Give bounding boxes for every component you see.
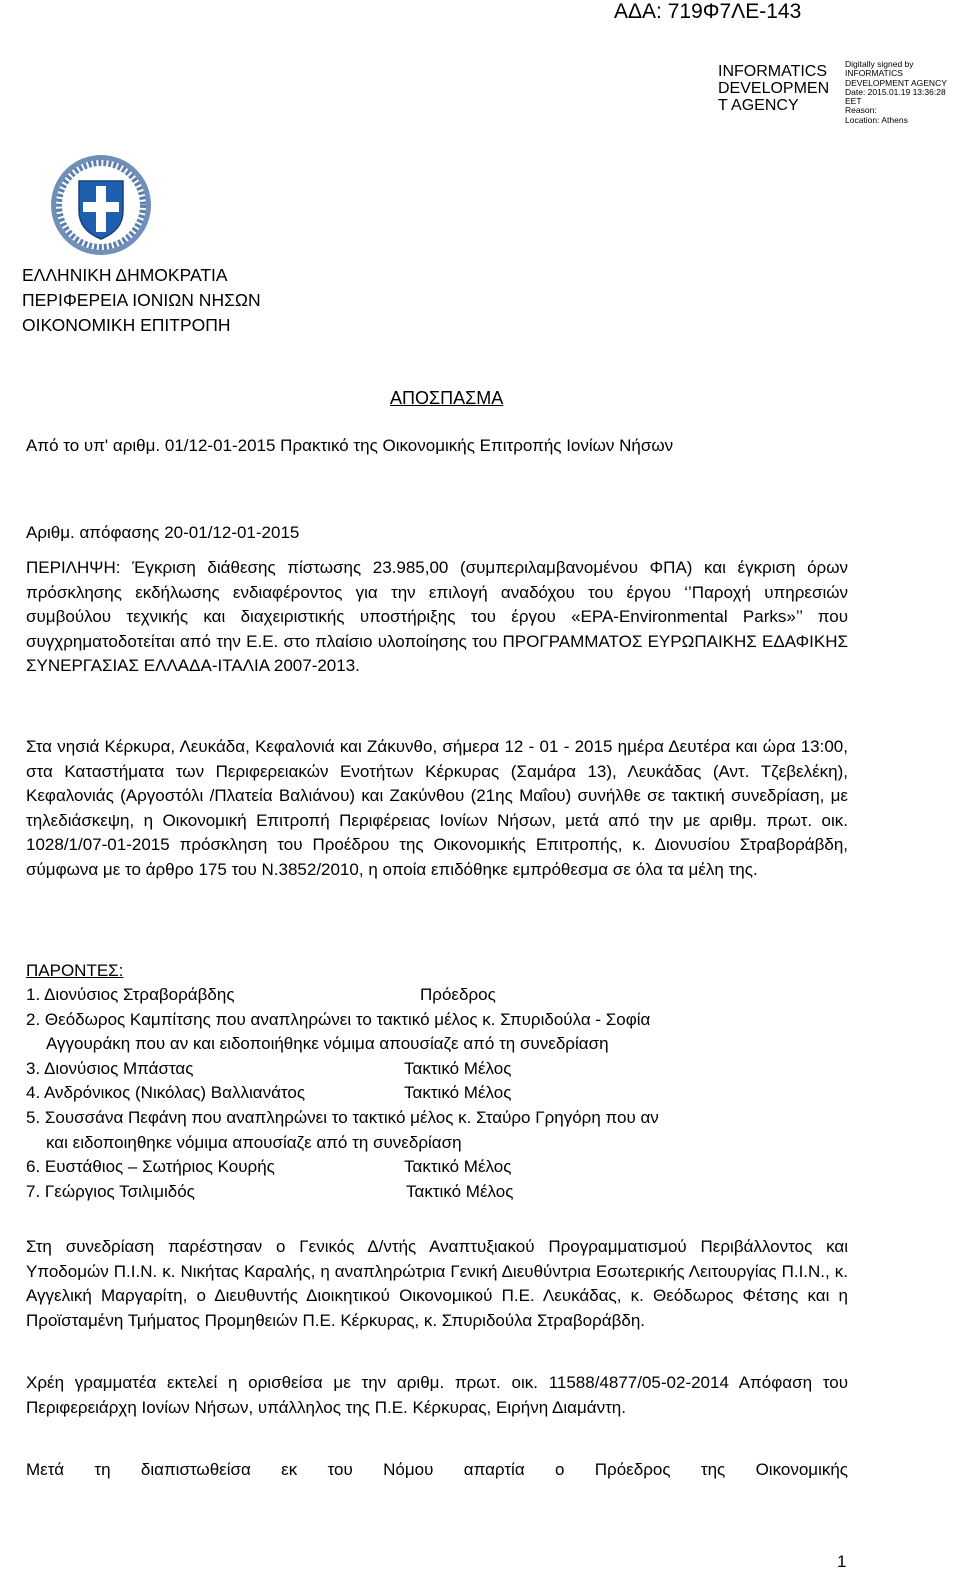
list-item — [26, 1057, 659, 1082]
member-role: Τακτικό Μέλος — [404, 1083, 512, 1103]
summary-label: ΠΕΡΙΛΗΨΗ: — [26, 558, 121, 577]
signature-detail-line: EET — [845, 96, 862, 107]
list-item-continuation: Αγγουράκη που αν και ειδοποιήθηκε νόμιμα απουσίαζε από τη συνεδρίαση — [46, 1034, 609, 1054]
member-role: Τακτικό Μέλος — [404, 1157, 512, 1177]
signature-agency-line: T AGENCY — [718, 97, 799, 114]
ada-code: ΑΔΑ: 719Φ7ΛΕ-143 — [614, 0, 802, 23]
list-item — [26, 1106, 659, 1131]
member-name: 2. Θεόδωρος Καμπίτσης που αναπληρώνει το τακτικό μέλος κ. Σπυριδούλα - Σοφία — [26, 1009, 651, 1029]
list-item — [26, 983, 659, 1008]
list-item-continuation: και ειδοποιηθηκε νόμιμα απουσίαζε από τη συνεδρίαση — [46, 1132, 462, 1152]
document-header — [22, 263, 261, 338]
signature-detail-line: Location: Athens — [845, 114, 908, 125]
summary-text: Έγκριση διάθεσης πίστωσης 23.985,00 (συμπεριλαμβανομένου ΦΠΑ) και έγκριση όρων πρόσκλησης εκδήλωσης ενδιαφέροντος για την επιλογή αναδόχου του έργου ‘’Παροχή υπηρεσιών συμβούλου τεχνικής και διαχειριστικής υποστήριξης του έργου «EPA-Environmental Parks»’’ που συγχρηματοδοτείται από την Ε.Ε. στο πλαίσιο υλοποίησης του ΠΡΟΓΡΑΜΜΑΤΟΣ ΕΥΡΩΠΑΙΚΗΣ ΕΔΑΦΙΚΗΣ ΣΥΝΕΡΓΑΣΙΑΣ ΕΛΛΑΔΑ-ΙΤΑΛΙΑ 2007-2013. — [26, 558, 848, 676]
header-region: ΠΕΡΙΦΕΡΕΙΑ ΙΟΝΙΩΝ ΝΗΣΩΝ — [22, 290, 261, 310]
signature-detail-line: DEVELOPMENT AGENCY — [845, 77, 947, 88]
list-item — [26, 1008, 659, 1033]
decision-number: Αριθμ. απόφασης 20-01/12-01-2015 — [26, 523, 300, 542]
list-item — [26, 1081, 659, 1106]
list-item — [26, 1155, 659, 1180]
header-committee: ΟΙΚΟΝΟΜΙΚΗ ΕΠΙΤΡΟΠΗ — [22, 315, 231, 335]
members-list — [26, 983, 659, 1204]
signature-detail-line: Reason: — [845, 105, 877, 116]
member-role: Πρόεδρος — [420, 985, 496, 1004]
header-country: ΕΛΛΗΝΙΚΗ ΔΗΜΟΚΡΑΤΙΑ — [22, 265, 228, 285]
signature-agency-line: INFORMATICS — [718, 63, 828, 80]
minutes-reference: Από το υπ' αριθμ. 01/12-01-2015 Πρακτικό της Οικονομικής Επιτροπής Ιονίων Νήσων — [26, 436, 674, 455]
document-title: ΑΠΟΣΠΑΣΜΑ — [390, 388, 504, 408]
signature-detail-line: Digitally signed by — [845, 59, 914, 69]
meeting-paragraph: Στα νησιά Κέρκυρα, Λευκάδα, Κεφαλονιά και Ζάκυνθο, σήμερα 12 - 01 - 2015 ημέρα Δευτέρα και ώρα 13:00, στα Καταστήματα των Περιφερειακών Ενοτήτων Κέρκυρας (Σαμάρα 13), Λευκάδας (Αντ. Τζεβελέκη), Κεφαλονιάς (Αργοστόλι /Πλατεία Βαλιάνου) και Ζακύνθου (21ης Μαΐου) συνήλθε σε τακτική συνεδρίαση, με τηλεδιάσκεψη, η Οικονομική Επιτροπή Περιφέρειας Ιονίων Νήσων, μετά από την με αριθμ. πρωτ. οικ. 1028/1/07-01-2015 πρόσκληση του Προέδρου της Οικονομικής Επιτροπής, κ. Διονυσίου Στραβοράβδη, σύμφωνα με το άρθρο 175 του Ν.3852/2010, η οποία επιδόθηκε εμπρόθεσμα σε όλα τα μέλη της. — [26, 737, 848, 879]
attendance-paragraph: Στη συνεδρίαση παρέστησαν ο Γενικός Δ/ντής Αναπτυξιακού Προγραμματισμού Περιβάλλοντος και Υποδομών Π.Ι.Ν. κ. Νικήτας Καραλής, η αναπληρώτρια Γενική Διευθύντρια Εσωτερικής Λειτουργίας Π.Ι.Ν., κ. Αγγελική Μαργαρίτη, ο Διευθυντής Διοικητικού Οικονομικού Π.Ε. Λευκάδας, κ. Θεόδωρος Φέτσης και η Προϊσταμένη Τμήματος Προμηθειών Π.Ε. Κέρκυρας, κ. Σπυριδούλα Στραβοράβδη. — [26, 1237, 848, 1330]
member-role: Τακτικό Μέλος — [404, 1058, 512, 1078]
member-name: 4. Ανδρόνικος (Νικόλας) Βαλλιανάτος — [26, 1083, 306, 1103]
member-role: Τακτικό Μέλος — [406, 1181, 514, 1201]
present-heading: ΠΑΡΟΝΤΕΣ: — [26, 961, 124, 980]
member-name: 5. Σουσσάνα Πεφάνη που αναπληρώνει το τακτικό μέλος κ. Σταύρο Γρηγόρη που αν — [26, 1107, 659, 1127]
secretary-paragraph: Χρέη γραμματέα εκτελεί η ορισθείσα με την αριθμ. πρωτ. οικ. 11588/4877/05-02-2014 Απόφαση του Περιφερειάρχη Ιονίων Νήσων, υπάλληλος της Π.Ε. Κέρκυρας, Ειρήνη Διαμάντη. — [26, 1373, 848, 1417]
summary-paragraph — [26, 556, 848, 679]
member-name: 3. Διονύσιος Μπάστας — [26, 1058, 194, 1078]
greek-coat-of-arms-icon — [49, 153, 153, 257]
member-name: 1. Διονύσιος Στραβοράβδης — [26, 985, 235, 1004]
signature-agency-line: DEVELOPMEN — [718, 80, 830, 97]
page-number: 1 — [837, 1552, 847, 1571]
signature-detail-line: Date: 2015.01.19 13:36:28 — [845, 86, 946, 97]
member-name: 7. Γεώργιος Τσιλιμιδός — [26, 1181, 195, 1201]
signature-agency — [718, 63, 829, 114]
list-item — [26, 1180, 659, 1205]
quorum-paragraph: Μετά τη διαπιστωθείσα εκ του Νόμου απαρτία ο Πρόεδρος της Οικονομικής — [26, 1460, 848, 1479]
signature-detail-line: INFORMATICS — [845, 68, 903, 79]
signature-details — [845, 60, 947, 125]
member-name: 6. Ευστάθιος – Σωτήριος Κουρής — [26, 1157, 275, 1177]
